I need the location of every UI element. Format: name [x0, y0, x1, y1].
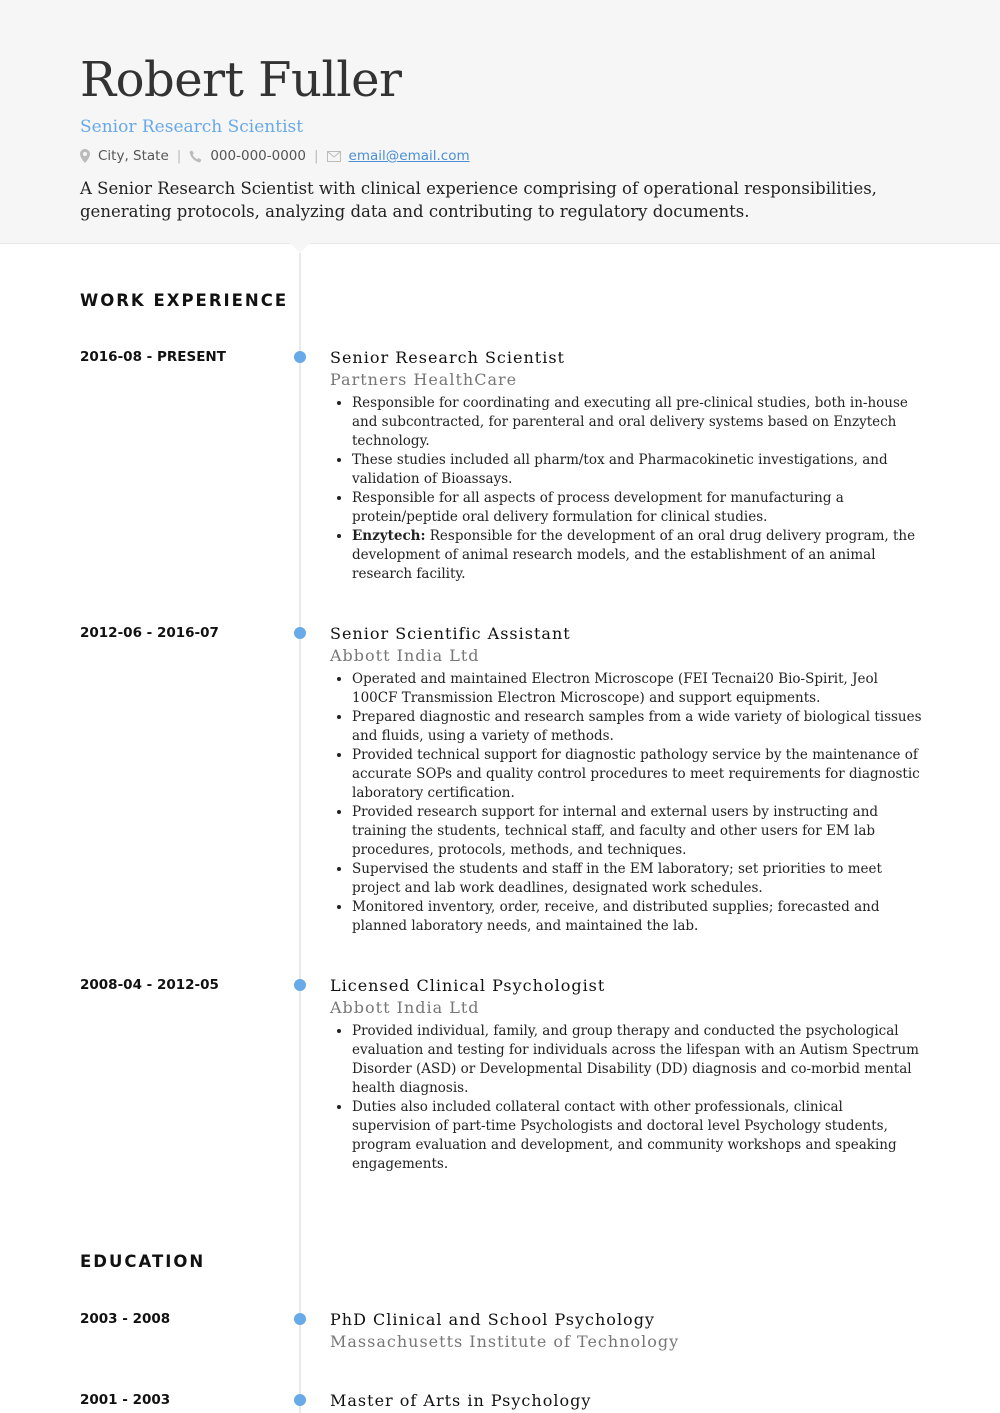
- education-dates: 2001 - 2003: [80, 1392, 171, 1408]
- education-entry: [330, 1390, 925, 1412]
- contact-row: [80, 146, 470, 166]
- timeline-dot: [294, 351, 306, 363]
- contact-separator: |: [176, 148, 182, 164]
- candidate-title: Senior Research Scientist: [80, 117, 304, 137]
- timeline-dot: [294, 1313, 306, 1325]
- degree-title: PhD Clinical and School Psychology: [330, 1310, 655, 1329]
- bullet-item: • Monitored inventory, order, receive, and distributed supplies; forecasted and planned laboratory needs, and maintained the lab.: [352, 898, 925, 936]
- bullet-item: • Supervised the students and staff in the EM laboratory; set priorities to meet project and lab work deadlines, designated work schedules.: [352, 860, 925, 898]
- phone-icon: [189, 150, 202, 163]
- job-title: Senior Research Scientist: [330, 348, 565, 367]
- timeline-dot: [294, 627, 306, 639]
- contact-location: City, State: [98, 148, 169, 164]
- education-entry: [330, 1309, 925, 1353]
- summary: A Senior Research Scientist with clinical experience comprising of operational responsibilities, generating protocols, analyzing data and contributing to regulatory documents.: [80, 179, 877, 221]
- bullet-item: • Operated and maintained Electron Microscope (FEI Tecnai20 Bio-Spirit, Jeol 100CF Transmission Electron Microscope) and support equipments.: [352, 670, 925, 708]
- section-title-work: WORK EXPERIENCE: [80, 291, 289, 310]
- bullet-item: • Provided technical support for diagnostic pathology service by the maintenance of accurate SOPs and quality control procedures to meet requirements for diagnostic laboratory certification.: [352, 746, 925, 803]
- education-dates: 2003 - 2008: [80, 1311, 171, 1327]
- degree-title: Master of Arts in Psychology: [330, 1391, 592, 1410]
- resume-header: [0, 0, 1000, 244]
- envelope-icon: [327, 151, 341, 162]
- timeline-line: [299, 253, 301, 1413]
- bullet-item: • Enzytech: Responsible for the development of an oral drug delivery program, the development of animal research models, and the establishment of an animal research facility.: [352, 527, 925, 584]
- company-name: Abbott India Ltd: [330, 646, 480, 665]
- company-name: Partners HealthCare: [330, 370, 518, 389]
- school-name: Massachusetts Institute of Technology: [330, 1332, 680, 1351]
- work-dates: 2012-06 - 2016-07: [80, 625, 219, 641]
- job-title: Senior Scientific Assistant: [330, 624, 571, 643]
- timeline-dot: [294, 1394, 306, 1406]
- candidate-name: Robert Fuller: [80, 52, 402, 108]
- company-name: Abbott India Ltd: [330, 998, 480, 1017]
- work-dates: 2008-04 - 2012-05: [80, 977, 219, 993]
- header-notch: [290, 243, 310, 253]
- bullet-bold-label: Enzytech:: [352, 528, 426, 544]
- job-bullets: [330, 670, 925, 936]
- job-bullets: [330, 394, 925, 584]
- bullet-item: • Duties also included collateral contact with other professionals, clinical supervision of part-time Psychologists and doctoral level Psychology students, program evaluation and development, and community workshops and speaking engagements.: [352, 1098, 925, 1174]
- contact-email-link[interactable]: email@email.com: [348, 148, 470, 164]
- section-title-education: EDUCATION: [80, 1252, 206, 1271]
- location-pin-icon: [80, 149, 90, 163]
- bullet-item: • Prepared diagnostic and research samples from a wide variety of biological tissues and fluids, using a variety of methods.: [352, 708, 925, 746]
- bullet-item: • Provided research support for internal and external users by instructing and training the students, technical staff, and faculty and other users for EM lab procedures, protocols, methods, and techniques.: [352, 803, 925, 860]
- bullet-item: • Provided individual, family, and group therapy and conducted the psychological evaluation and testing for individuals across the lifespan with an Autism Spectrum Disorder (ASD) or Developmental Disability (DD) diagnosis and co-morbid mental health diagnosis.: [352, 1022, 925, 1098]
- bullet-item: • These studies included all pharm/tox and Pharmacokinetic investigations, and validation of Bioassays.: [352, 451, 925, 489]
- work-entry: [330, 623, 925, 936]
- contact-separator: |: [313, 148, 319, 164]
- timeline-dot: [294, 979, 306, 991]
- contact-phone: 000-000-0000: [210, 148, 306, 164]
- work-entry: [330, 975, 925, 1174]
- work-dates: 2016-08 - PRESENT: [80, 349, 226, 365]
- bullet-item: • Responsible for coordinating and executing all pre-clinical studies, both in-house and subcontracted, for parenteral and oral delivery systems based on Enzytech technology.: [352, 394, 925, 451]
- bullet-item: • Responsible for all aspects of process development for manufacturing a protein/peptide oral delivery formulation for clinical studies.: [352, 489, 925, 527]
- job-bullets: [330, 1022, 925, 1174]
- work-entry: [330, 347, 925, 584]
- job-title: Licensed Clinical Psychologist: [330, 976, 606, 995]
